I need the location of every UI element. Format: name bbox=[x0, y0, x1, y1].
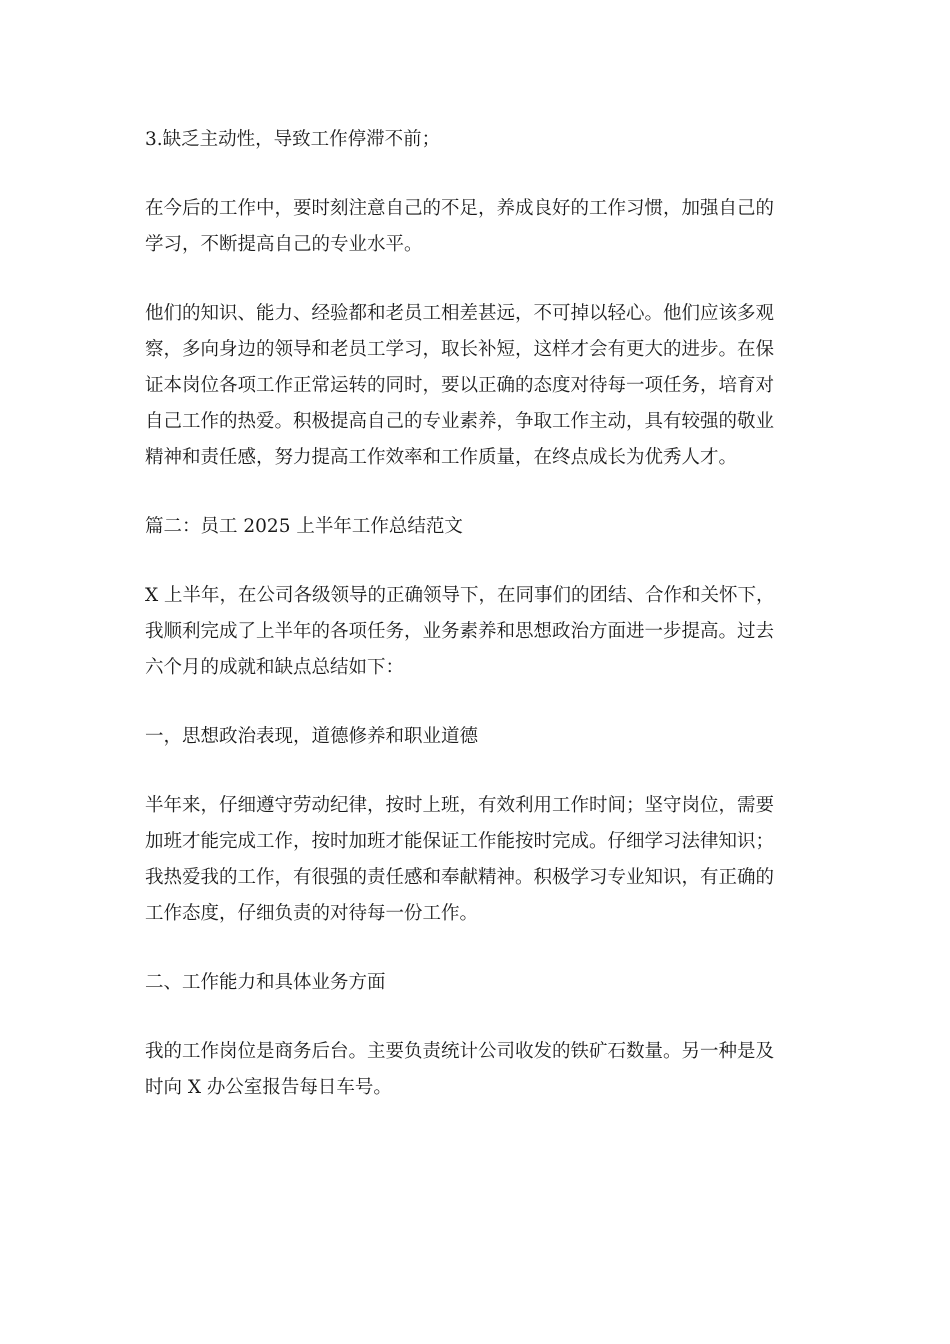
paragraph-intro bbox=[145, 578, 805, 686]
document-body bbox=[145, 122, 805, 1139]
chapter-2-title bbox=[145, 509, 805, 545]
text-line: 他们的知识、能力、经验都和老员工相差甚远，不可掉以轻心。他们应该多观 bbox=[145, 303, 775, 324]
section-2-heading bbox=[145, 965, 805, 1001]
text-line: 六个月的成就和缺点总结如下： bbox=[145, 657, 405, 678]
text-line: 我顺利完成了上半年的各项任务，业务素养和思想政治方面进一步提高。过去 bbox=[145, 621, 775, 642]
text-line: 3.缺乏主动性，导致工作停滞不前； bbox=[145, 129, 441, 150]
text-line: X 上半年，在公司各级领导的正确领导下，在同事们的团结、合作和关怀下， bbox=[145, 585, 775, 606]
text-line: 自己工作的热爱。积极提高自己的专业素养，争取工作主动，具有较强的敬业 bbox=[145, 411, 775, 432]
text-line: 精神和责任感，努力提高工作效率和工作质量，在终点成长为优秀人才。 bbox=[145, 447, 738, 468]
text-line: 工作态度，仔细负责的对待每一份工作。 bbox=[145, 903, 479, 924]
text-line: 学习，不断提高自己的专业水平。 bbox=[145, 234, 423, 255]
paragraph-section-1-body bbox=[145, 788, 805, 932]
text-line: 半年来，仔细遵守劳动纪律，按时上班，有效利用工作时间；坚守岗位，需要 bbox=[145, 795, 775, 816]
paragraph-future-improvement bbox=[145, 191, 805, 263]
paragraph-new-staff-advice bbox=[145, 296, 805, 476]
text-line: 一，思想政治表现，道德修养和职业道德 bbox=[145, 726, 479, 747]
text-line: 在今后的工作中，要时刻注意自己的不足，养成良好的工作习惯，加强自己的 bbox=[145, 198, 775, 219]
text-line: 时向 X 办公室报告每日车号。 bbox=[145, 1077, 392, 1098]
paragraph-section-2-body bbox=[145, 1034, 805, 1106]
text-line: 我热爱我的工作，有很强的责任感和奉献精神。积极学习专业知识，有正确的 bbox=[145, 867, 775, 888]
text-line: 篇二：员工 2025 上半年工作总结范文 bbox=[145, 516, 463, 537]
text-line: 加班才能完成工作，按时加班才能保证工作能按时完成。仔细学习法律知识； bbox=[145, 831, 775, 852]
text-line: 我的工作岗位是商务后台。主要负责统计公司收发的铁矿石数量。另一种是及 bbox=[145, 1041, 775, 1062]
paragraph-point-3 bbox=[145, 122, 805, 158]
text-line: 察，多向身边的领导和老员工学习，取长补短，这样才会有更大的进步。在保 bbox=[145, 339, 775, 360]
text-line: 二、工作能力和具体业务方面 bbox=[145, 972, 386, 993]
text-line: 证本岗位各项工作正常运转的同时，要以正确的态度对待每一项任务，培育对 bbox=[145, 375, 775, 396]
section-1-heading bbox=[145, 719, 805, 755]
